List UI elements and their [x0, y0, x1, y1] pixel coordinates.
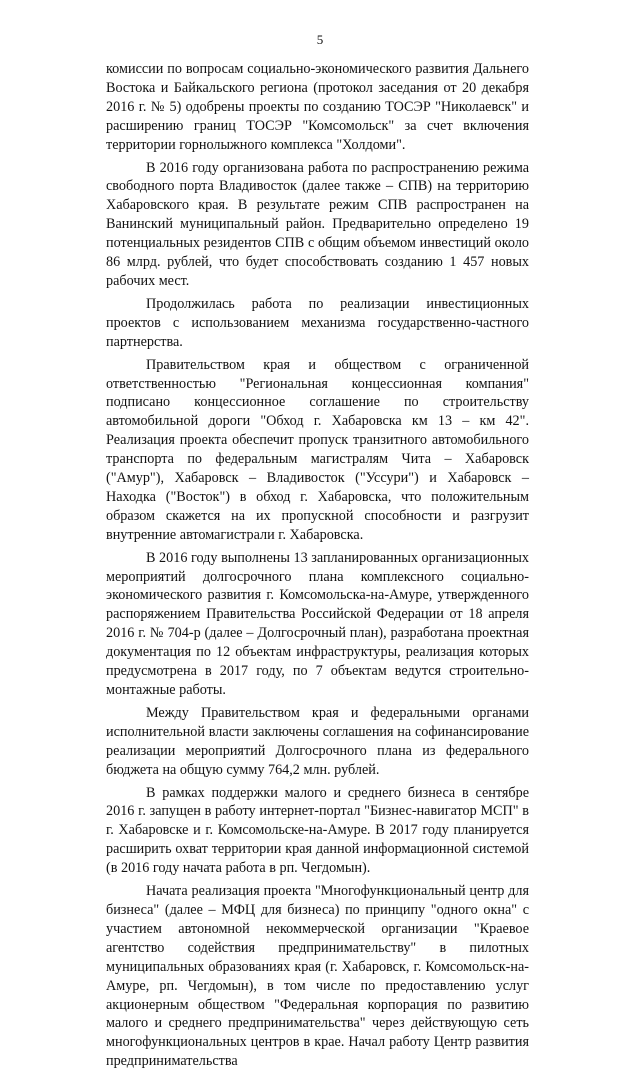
paragraph: В 2016 году организована работа по распространению режима свободного порта Владивосток (далее также – СПВ) на территорию Хабаровского края. В результате режим СПВ распространен на Ванинский муниципальный район. Предварительно определено 19 потенциальных резидентов СПВ с общим объемом инвестиций около 86 млрд. рублей, что будет способствовать созданию 1 457 новых рабочих мест. [106, 159, 529, 289]
paragraph: Правительством края и обществом с ограниченной ответственностью "Региональная концессионная компания" подписано концессионное соглашение по строительству автомобильной дороги "Обход г. Хабаровска км 13 – км 42". Реализация проекта обеспечит пропуск транзитного автомобильного транспорта по федеральным магистралям Чита – Хабаровск ("Амур"), Хабаровск – Владивосток ("Уссури") и Хабаровск – Находка ("Восток") в обход г. Хабаровска, что положительным образом скажется на их пропускной способности и разгрузит внутренние автомагистрали г. Хабаровска. [106, 356, 529, 543]
paragraph: Начата реализация проекта "Многофункциональный центр для бизнеса" (далее – МФЦ для бизнеса) по принципу "одного окна" с участием автономной некоммерческой организации "Краевое агентство содействия предпринимательству" в пилотных муниципальных образованиях края (г. Хабаровск, г. Комсомольск-на-Амуре, рп. Чегдомын), в том числе по предоставлению услуг акционерным обществом "Федеральная корпорация по развитию малого и среднего предпринимательства" через действующую сеть многофункциональных центров в крае. Начал работу Центр развития предпринимательства [106, 883, 529, 1070]
document-body [106, 60, 529, 1075]
paragraph: Между Правительством края и федеральными органами исполнительной власти заключены соглашения на софинансирование реализации мероприятий Долгосрочного плана из федерального бюджета на общую сумму 764,2 млн. рублей. [106, 704, 529, 778]
paragraph: В рамках поддержки малого и среднего бизнеса в сентябре 2016 г. запущен в работу интернет-портал "Бизнес-навигатор МСП" в г. Хабаровске и г. Комсомольске-на-Амуре. В 2017 году планируется расширить охват территории края данной информационной системой (в 2016 году начата работа в рп. Чегдомын). [106, 784, 529, 877]
paragraph: В 2016 году выполнены 13 запланированных организационных мероприятий долгосрочного плана комплексного социально-экономического развития г. Комсомольска-на-Амуре, утвержденного распоряжением Правительства Российской Федерации от 18 апреля 2016 г. № 704-р (далее – Долгосрочный план), разработана проектная документация по 12 объектам инфраструктуры, реализация которых предусмотрена в 2017 году, по 7 объектам ведутся строительно-монтажные работы. [106, 549, 529, 698]
page-number: 5 [316, 32, 324, 47]
paragraph: Продолжилась работа по реализации инвестиционных проектов с использованием механизма государственно-частного партнерства. [106, 295, 529, 350]
paragraph: комиссии по вопросам социально-экономического развития Дальнего Востока и Байкальского региона (протокол заседания от 20 декабря 2016 г. № 5) одобрены проекты по созданию ТОСЭР "Николаевск" и расширению границ ТОСЭР "Комсомольск" за счет включения территории горнолыжного комплекса "Холдоми". [106, 61, 529, 153]
